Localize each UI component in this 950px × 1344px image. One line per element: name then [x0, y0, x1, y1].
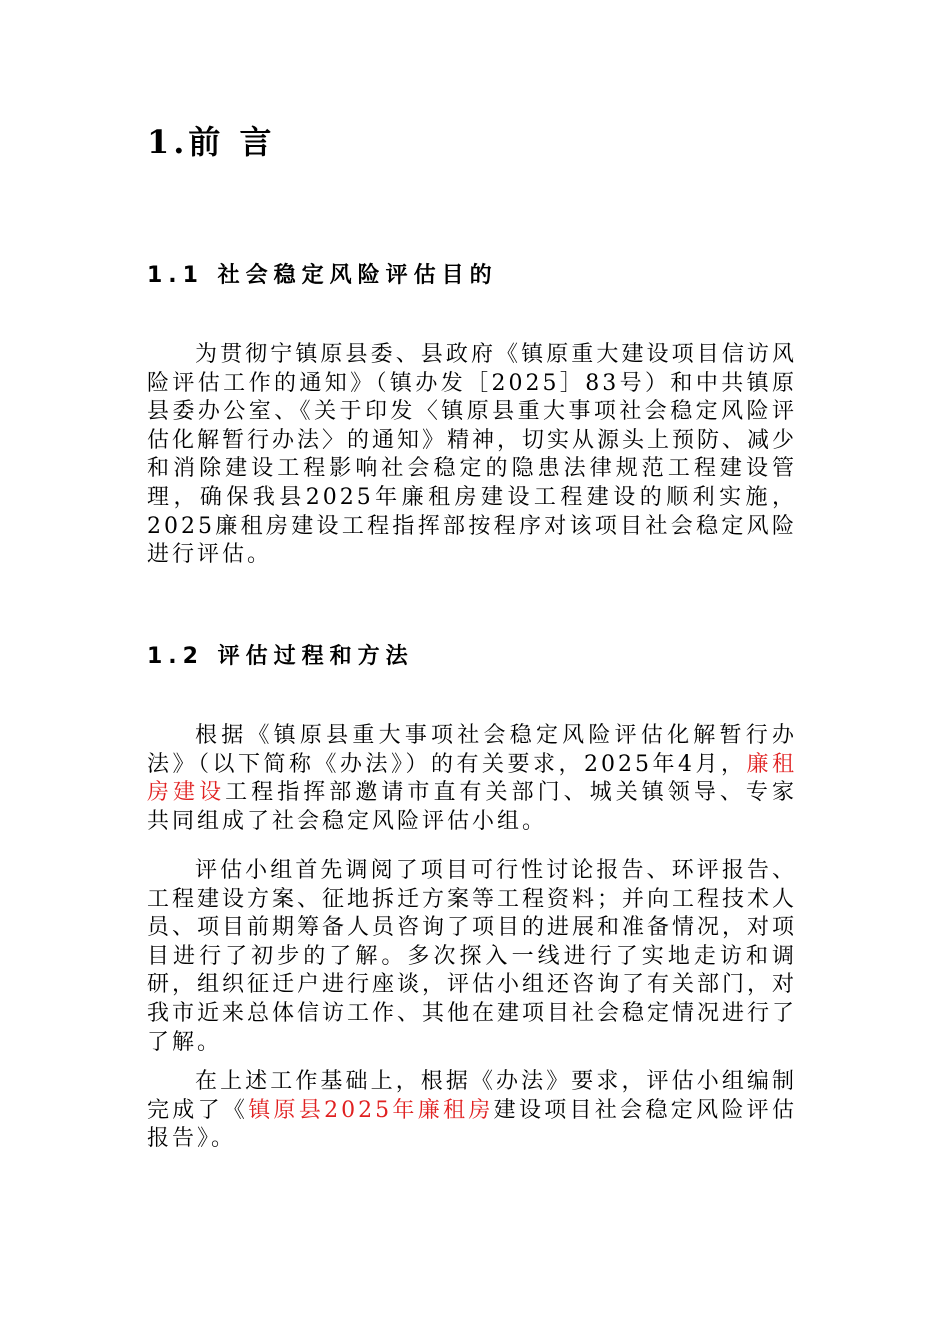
p1-text-b: 工程指挥部邀请市直有关部门、城关镇领导、专家共同组成了社会稳定风险评估小组。	[147, 780, 797, 834]
section-1-2-paragraph-2: 评估小组首先调阅了项目可行性讨论报告、环评报告、工程建设方案、征地拆迁方案等工程资料；并向工程技术人员、项目前期筹备人员咨询了项目的进展和准备情况，对项目进行了初步的了解。多次探入一线进行了实地走访和调研，组织征迁户进行座谈，评估小组还咨询了有关部门，对我市近来总体信访工作、其他在建项目社会稳定情况进行了了解。	[147, 858, 798, 1055]
p3-text-b: 建设项目社会稳定风险评估报告》。	[147, 1097, 797, 1152]
section-1-1-paragraph: 为贯彻宁镇原县委、县政府《镇原重大建设项目信访风险评估工作的通知》（镇办发［2025］83号）和中共镇原县委办公室、《关于印发〈镇原县重大事项社会稳定风险评估化解暂行办法〉的通知》精神，切实从源头上预防、减少和消除建设工程影响社会稳定的隐患法律规范工程建设管理，确保我县2025年廉租房建设工程建设的顺利实施，2025廉租房建设工程指挥部按程序对该项目社会稳定风险进行评估。	[147, 342, 798, 568]
section-1-2-paragraph-3	[147, 1068, 797, 1154]
p3-text-a: 在上述工作基础上，根据《办法》要求，评估小组编制完成了《	[147, 1069, 797, 1123]
p1-text-a: 根据《镇原县重大事项社会稳定风险评估化解暂行办法》（以下简称《办法》）的有关要求，2025年4月，	[147, 723, 797, 777]
section-title-1-1: 1.1 社会稳定风险评估目的	[147, 263, 498, 288]
chapter-title: 1.前 言	[147, 123, 276, 161]
p3-highlight: 镇原县2025年廉租房	[248, 1097, 494, 1123]
p1-highlight: 廉租房建设	[147, 751, 797, 806]
section-1-2-paragraph-1	[147, 722, 797, 836]
section-title-1-2: 1.2 评估过程和方法	[147, 644, 414, 669]
